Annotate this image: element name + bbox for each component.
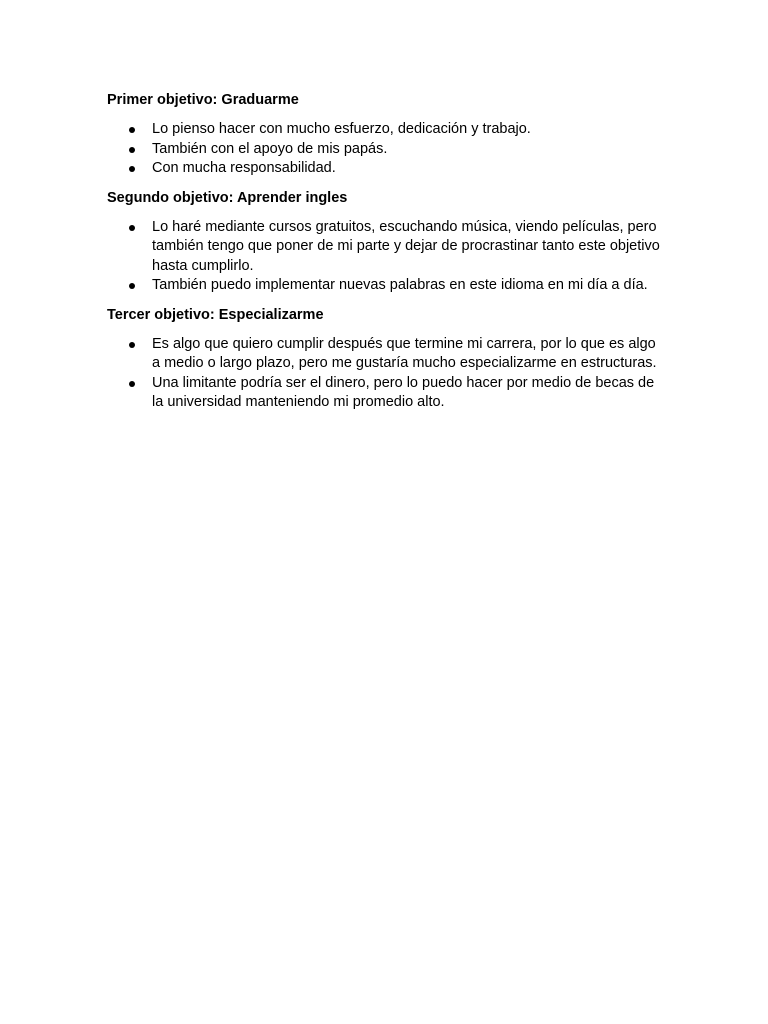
list-item	[107, 159, 667, 179]
list-item-text: Es algo que quiero cumplir después que termine mi carrera, por lo que es algo a medio o largo plazo, pero me gustaría mucho especializarme en estructuras.	[152, 335, 657, 371]
bullet-icon	[129, 381, 135, 387]
list-item	[107, 276, 667, 296]
list-item	[107, 120, 667, 140]
section-heading-segundo-objetivo: Segundo objetivo: Aprender ingles	[107, 189, 348, 206]
list-item-text: También puedo implementar nuevas palabras en este idioma en mi día a día.	[152, 277, 648, 293]
list-item-text: Lo haré mediante cursos gratuitos, escuchando música, viendo películas, pero también tengo que poner de mi parte y dejar de procrastinar tanto este objetivo hasta cumplirlo.	[152, 218, 660, 274]
bullet-list-segundo-objetivo	[107, 218, 667, 296]
section-heading-primer-objetivo: Primer objetivo: Graduarme	[107, 92, 299, 108]
list-item	[107, 374, 667, 413]
list-item	[107, 140, 667, 160]
bullet-list-primer-objetivo	[107, 120, 667, 179]
bullet-icon	[129, 127, 135, 133]
bullet-icon	[129, 225, 135, 231]
list-item-text: Lo pienso hacer con mucho esfuerzo, dedicación y trabajo.	[152, 121, 531, 137]
bullet-icon	[129, 342, 135, 348]
list-item	[107, 335, 667, 374]
document-content	[107, 91, 667, 423]
bullet-list-tercer-objetivo	[107, 335, 667, 413]
list-item-text: Con mucha responsabilidad.	[152, 160, 336, 176]
section-heading-tercer-objetivo: Tercer objetivo: Especializarme	[107, 306, 324, 323]
bullet-icon	[129, 283, 135, 289]
bullet-icon	[129, 147, 135, 153]
bullet-icon	[129, 166, 135, 172]
list-item	[107, 218, 667, 277]
list-item-text: También con el apoyo de mis papás.	[152, 140, 388, 157]
list-item-text: Una limitante podría ser el dinero, pero lo puedo hacer por medio de becas de la universidad manteniendo mi promedio alto.	[152, 374, 655, 410]
